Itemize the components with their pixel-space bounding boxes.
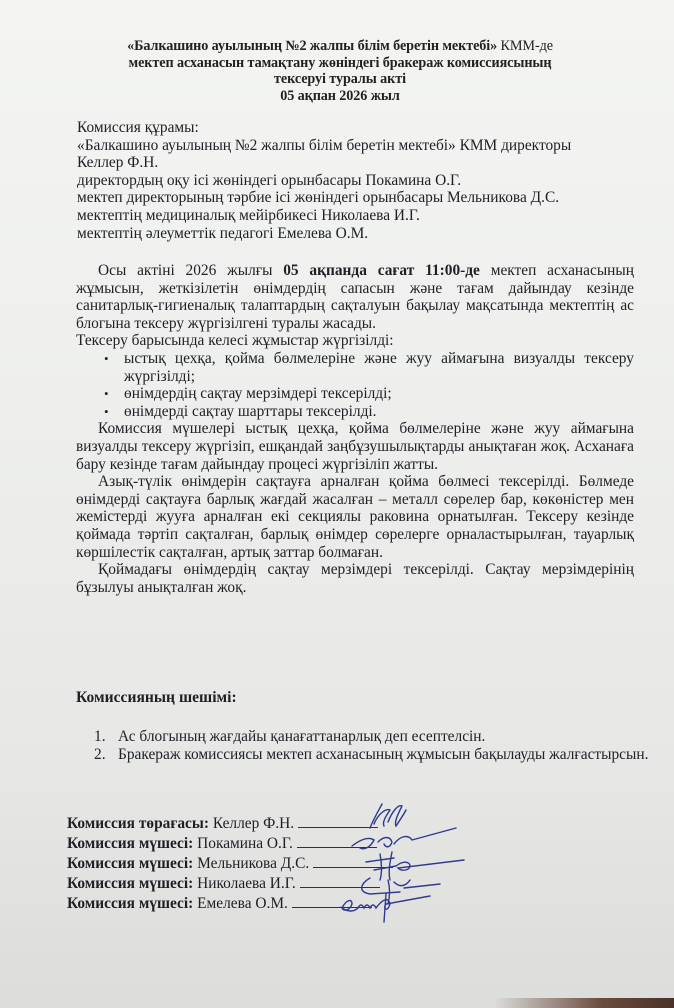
decision-heading: Комиссияның шешімі:: [76, 689, 237, 706]
composition-heading: Комиссия құрамы:: [77, 119, 199, 136]
decision-number: 2.: [94, 745, 106, 763]
composition-line: Келлер Ф.Н.: [77, 154, 159, 172]
decision-text: Бракераж комиссиясы мектеп асханасының жұмысын бақылауды жалғастырсын.: [118, 745, 649, 763]
document-body: [76, 262, 634, 596]
intro-paragraph: [76, 262, 634, 332]
decision-text: Ас блогының жағдайы қанағаттанарлық деп есептелсін.: [118, 728, 486, 745]
decision-item: [94, 728, 674, 746]
title-line-1-bold: «Балкашино ауылының №2 жалпы білім беретін мектебі»: [127, 38, 498, 54]
intro-text: Осы актіні 2026 жылғы: [98, 262, 284, 279]
works-item: • ыстық цехқа, қойма бөлмелеріне және жуу аймағына визуалды тексеру жүргізілді;: [124, 350, 634, 385]
signature-role: Комиссия мүшесі:: [67, 895, 194, 912]
body-paragraph: Қоймадағы өнімдердің сақтау мерзімдері тексерілді. Сақтау мерзімдерінің бұзылуы анықталған жоқ.: [76, 561, 634, 596]
signature-name: Николаева И.Г.: [197, 875, 296, 892]
signature-name: Мельникова Д.С.: [197, 855, 310, 872]
signature-role: Комиссия мүшесі:: [67, 855, 194, 872]
works-item: • өнімдерді сақтау шарттары тексерілді.: [124, 403, 634, 421]
body-paragraph: Комиссия мүшелері ыстық цехқа, қойма бөлмелеріне және жуу аймағына визуалды тексеру жүргізіп, ешқандай заңбұзушылықтарды анықтаған жоқ. Асханаға бару кезінде тағам дайындау процесі жүргізіліп жатты.: [76, 420, 634, 473]
body-paragraph: Азық-түлік өнімдерін сақтауға арналған қойма бөлмесі тексерілді. Бөлмеде өнімдерді сақтауға барлық жағдай жасалған – металл сөрелер бар, көкөністер мен жемістерді жууға арналған екі секциялы раковина орнатылған. Тексеру кезінде қоймада тәртіп сақталған, барлық өнімдер сөрелерге орналастырылған, тауарлық көршілестік сақталған, артық заттар болмаған.: [76, 473, 634, 561]
decision-list: [76, 728, 674, 763]
signature-keller-icon: [370, 804, 406, 828]
works-list: [76, 350, 634, 420]
composition-line: «Балкашино ауылының №2 жалпы білім беретін мектебі» КММ директоры: [77, 136, 572, 154]
composition-line: мектеп директорының тәрбие ісі жөніндегі орынбасары Мельникова Д.С.: [77, 189, 560, 207]
composition-line: мектептің медициналық мейірбикесі Николаева И.Г.: [77, 206, 420, 224]
signature-role: Комиссия төрағасы:: [67, 815, 210, 832]
photo-edge-shadow: [494, 998, 674, 1008]
works-item: • өнімдердің сақтау мерзімдері тексерілді;: [124, 385, 634, 403]
signature-nikolaeva-icon: [362, 878, 440, 904]
decision-item: [94, 745, 674, 764]
signature-name: Емелева О.М.: [197, 895, 288, 912]
title-line-3: тексеруі туралы акті: [274, 71, 406, 87]
signature-emeleva-icon: [342, 894, 430, 922]
title-date: 05 ақпан 2026 жыл: [280, 87, 400, 104]
title-line-1: [60, 38, 620, 55]
title-line-1-plain: КММ-де: [497, 38, 553, 54]
signature-melnikova-icon: [366, 852, 464, 880]
signature-name: Келлер Ф.Н.: [212, 815, 295, 832]
composition-line: мектептің әлеуметтік педагогі Емелева О.М.: [77, 224, 369, 242]
signature-role: Комиссия мүшесі:: [67, 875, 194, 892]
works-heading: Тексеру барысында келесі жұмыстар жүргізілді:: [76, 332, 394, 350]
intro-text-rest: мектеп асханасының жұмысын, жеткізілетін өнімдердің сапасын және тағам дайындау кезінде санитарлық-гигиеналық талаптардың сақталуын бақылау мақсатында мектептің ас блогына тексеру жүргізілгені туралы жасады.: [76, 262, 634, 332]
signature-role: Комиссия мүшесі:: [67, 835, 194, 852]
document-title: [60, 38, 620, 104]
commission-composition: [77, 119, 637, 242]
decision-number: 1.: [94, 728, 106, 745]
title-line-2: мектеп асханасын тамақтану жөніндегі бракераж комиссиясының: [128, 54, 552, 71]
handwritten-signatures: [330, 800, 490, 930]
intro-datetime: 05 ақпанда сағат 11:00-де: [283, 262, 480, 279]
signature-pokamina-icon: [352, 828, 456, 849]
signature-name: Покамина О.Г.: [197, 835, 293, 852]
composition-line: директордың оқу ісі жөніндегі орынбасары Покамина О.Г.: [77, 171, 462, 189]
